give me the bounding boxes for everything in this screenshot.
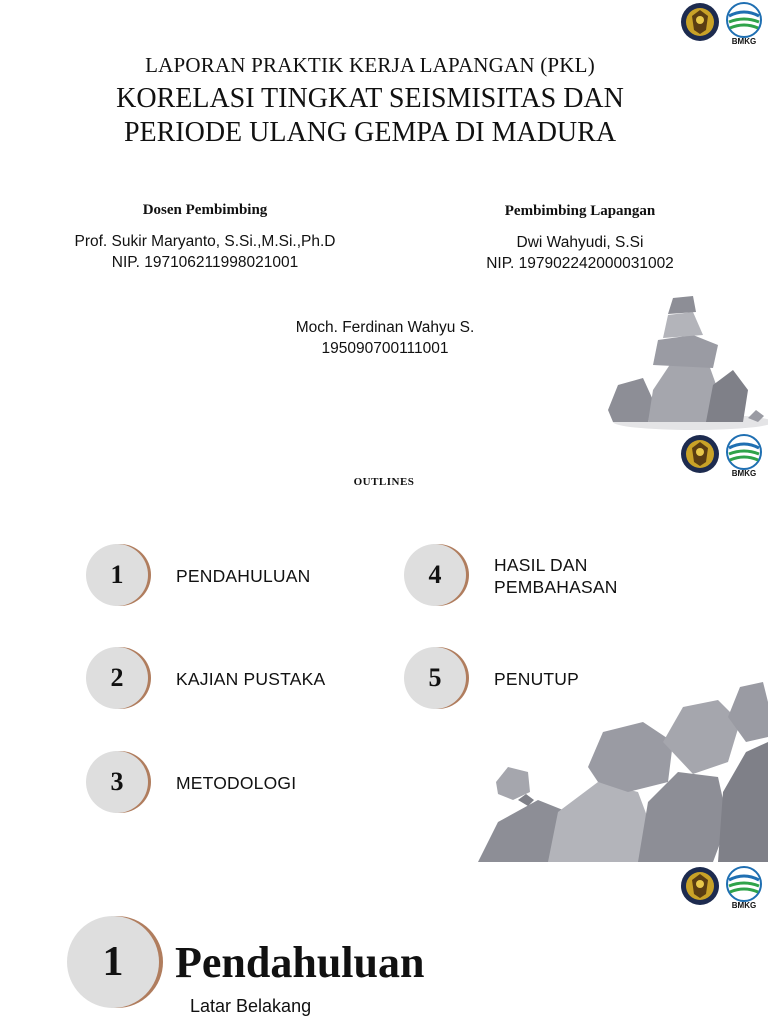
advisor-nip: NIP. 197106211998021001: [111, 254, 299, 271]
bmkg-logo-icon: [724, 434, 764, 470]
bmkg-logo: [724, 434, 764, 478]
university-crest-icon: [680, 866, 720, 906]
outline-label: PENDAHULUAN: [176, 566, 311, 586]
field-supervisor-block: [430, 201, 730, 274]
outline-label: PENUTUP: [494, 669, 580, 689]
outline-label: KAJIAN PUSTAKA: [176, 669, 326, 689]
section-title: Pendahuluan: [175, 938, 425, 987]
author-block: [235, 317, 535, 359]
outline-number: 4: [404, 544, 466, 606]
author-name: Moch. Ferdinan Wahyu S.: [295, 319, 475, 336]
rock-stack-illustration: [598, 290, 768, 430]
report-main-title: [0, 82, 740, 150]
outline-label: HASIL DAN PEMBAHASAN: [494, 555, 618, 597]
outline-slide: [0, 432, 768, 862]
outline-number: 5: [404, 647, 466, 709]
university-crest-icon: [680, 2, 720, 42]
rock-pile-illustration: [478, 682, 768, 862]
bmkg-text: BMKG: [731, 37, 757, 46]
bmkg-logo-icon: [724, 2, 764, 38]
author-id: 195090700111001: [321, 340, 449, 357]
logo-group: [680, 866, 766, 910]
outline-number: 3: [86, 751, 148, 813]
outline-number: 1: [86, 544, 148, 606]
title-line-2: PERIODE ULANG GEMPA DI MADURA: [123, 117, 617, 148]
title-line-1: KORELASI TINGKAT SEISMISITAS DAN: [116, 83, 624, 114]
bmkg-logo-icon: [724, 866, 764, 902]
report-type-title: LAPORAN PRAKTIK KERJA LAPANGAN (PKL): [145, 53, 595, 77]
section-number: 1: [67, 916, 159, 1008]
bmkg-text: BMKG: [731, 469, 757, 478]
bmkg-logo: [724, 866, 764, 910]
field-supervisor-nip: NIP. 197902242000031002: [486, 255, 674, 272]
bmkg-logo: [724, 2, 764, 46]
advisor-heading: Dosen Pembimbing: [142, 202, 268, 218]
outline-title: OUTLINES: [353, 476, 415, 488]
outline-label: METODOLOGI: [176, 773, 297, 793]
advisor-name: Prof. Sukir Maryanto, S.Si.,M.Si.,Ph.D: [74, 233, 336, 250]
outline-number: 2: [86, 647, 148, 709]
advisor-block: [40, 200, 370, 273]
field-supervisor-name: Dwi Wahyudi, S.Si: [516, 234, 644, 251]
logo-group: [680, 2, 766, 46]
section-slide: [0, 864, 768, 1024]
university-crest-icon: [680, 434, 720, 474]
bmkg-text: BMKG: [731, 901, 757, 910]
title-slide: [0, 0, 768, 430]
section-subitem: Latar Belakang: [190, 996, 312, 1016]
logo-group: [680, 434, 766, 478]
field-supervisor-heading: Pembimbing Lapangan: [504, 203, 656, 219]
